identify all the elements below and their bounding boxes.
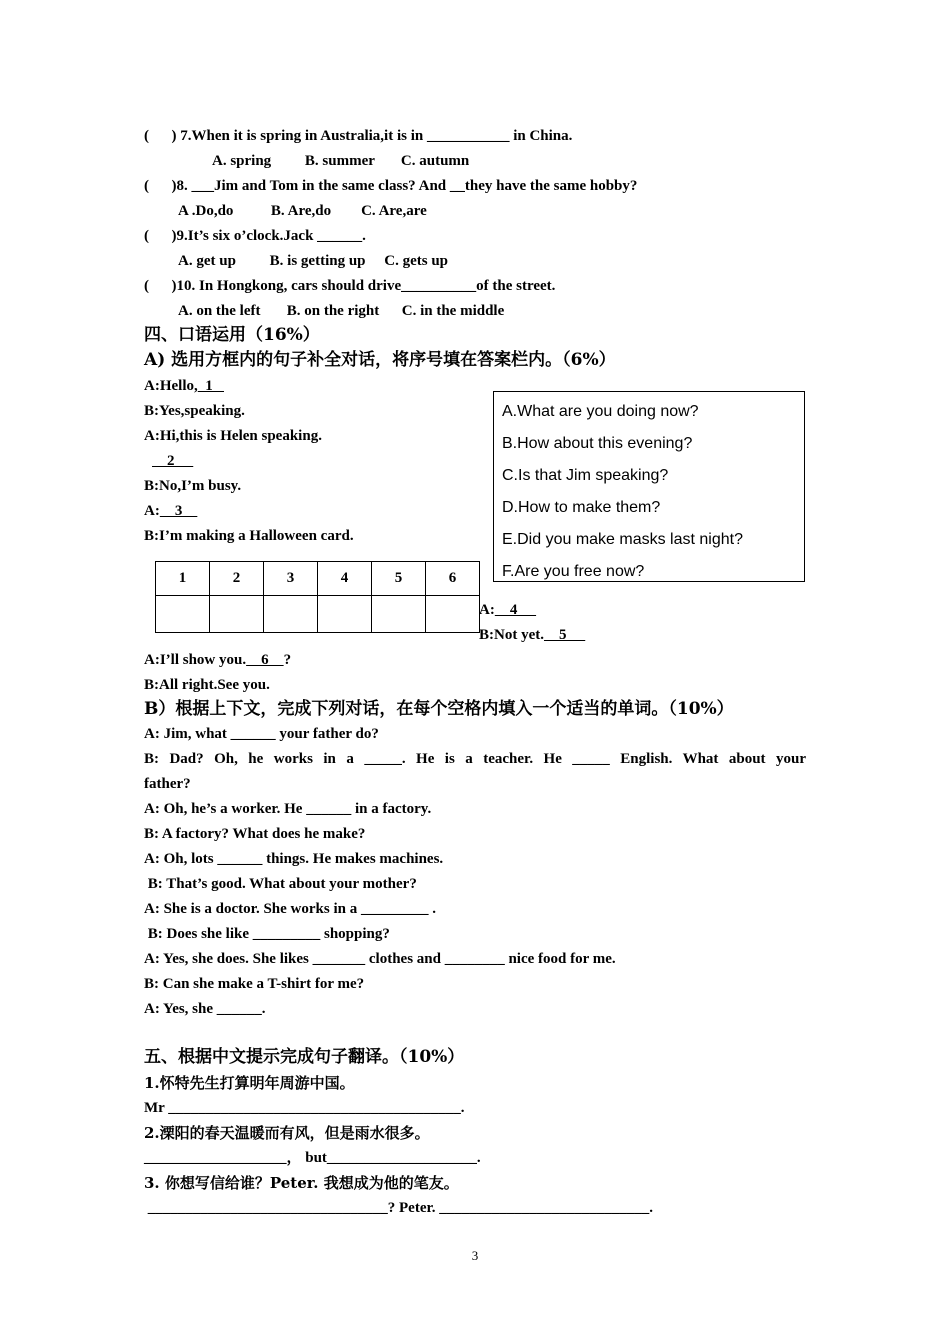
answer-header: 1 <box>156 562 210 596</box>
option-f: F.Are you free now? <box>502 563 645 580</box>
dialogue-text: A:I’ll show you. <box>144 652 247 668</box>
answer-cell[interactable] <box>318 596 372 633</box>
blank-1: 1 <box>197 378 224 394</box>
answer-cell[interactable] <box>426 596 480 633</box>
dialogue-text: A: <box>144 503 160 519</box>
section5-q1: 1.怀特先生打算明年周游中国。 <box>144 1074 355 1092</box>
partB-line-3: father? <box>144 776 191 792</box>
q10-stem: ( )10. In Hongkong, cars should drive__________of the street. <box>144 278 556 294</box>
dialogue-line-3: A:Hi,this is Helen speaking. <box>144 428 322 444</box>
option-d: D.How to make them? <box>502 499 661 516</box>
section5-q2-answer: ___________________， but____________________. <box>144 1150 481 1166</box>
dialogue-line-10 <box>144 650 291 670</box>
dialogue-line-11: B:All right.See you. <box>144 677 270 693</box>
blank-4: 4 <box>494 602 537 618</box>
q7-stem: ( ) 7.When it is spring in Australia,it is in ___________ in China. <box>144 128 573 144</box>
dialogue-line-1 <box>144 376 224 396</box>
dialogue-line-8 <box>479 600 536 620</box>
partB-line-4: A: Oh, he’s a worker. He ______ in a factory. <box>144 801 432 817</box>
blank-5: 5 <box>543 627 586 643</box>
section4-partB-title: B）根据上下文，完成下列对话，在每个空格内填入一个适当的单词。（10%） <box>144 699 734 719</box>
section5-q3: 3. 你想写信给谁？Peter. 我想成为他的笔友。 <box>144 1174 459 1192</box>
option-c: C.Is that Jim speaking? <box>502 467 669 484</box>
page-number: 3 <box>471 1248 479 1263</box>
q10-options: A. on the left B. on the right C. in the middle <box>178 303 505 319</box>
q8-options: A .Do,do B. Are,do C. Are,are <box>178 203 427 219</box>
blank-2: 2 <box>152 453 194 469</box>
answer-header: 6 <box>426 562 480 596</box>
answer-table <box>155 561 480 633</box>
option-box <box>493 391 805 582</box>
partB-line-10: A: Yes, she does. She likes _______ clothes and ________ nice food for me. <box>144 951 616 967</box>
answer-header: 2 <box>210 562 264 596</box>
section4-title: 四、口语运用（16%） <box>144 325 320 345</box>
q8-stem: ( )8. ___Jim and Tom in the same class? And __they have the same hobby? <box>144 178 638 194</box>
answer-header-row <box>156 562 480 596</box>
answer-header: 3 <box>264 562 318 596</box>
dialogue-line-6 <box>144 501 197 521</box>
dialogue-text: A:Hello, <box>144 378 198 394</box>
dialogue-line-4 <box>152 451 193 471</box>
dialogue-text: B:Not yet. <box>479 627 544 643</box>
blank-6: 6 <box>246 652 284 668</box>
section5-q2: 2.溧阳的春天温暖而有风，但是雨水很多。 <box>144 1124 430 1142</box>
partB-line-7: B: That’s good. What about your mother? <box>144 876 417 892</box>
partB-line-12: A: Yes, she ______. <box>144 1001 266 1017</box>
partB-line-8: A: She is a doctor. She works in a _________ . <box>144 901 436 917</box>
q7-options: A. spring B. summer C. autumn <box>212 153 470 169</box>
section5-title: 五、根据中文提示完成句子翻译。（10%） <box>144 1047 465 1067</box>
q9-stem: ( )9.It’s six o’clock.Jack ______. <box>144 228 366 244</box>
option-b: B.How about this evening? <box>502 435 693 452</box>
blank-3: 3 <box>159 503 198 519</box>
partB-line-5: B: A factory? What does he make? <box>144 826 366 842</box>
option-e: E.Did you make masks last night? <box>502 531 743 548</box>
option-a: A.What are you doing now? <box>502 403 699 420</box>
dialogue-line-5: B:No,I’m busy. <box>144 478 242 494</box>
dialogue-line-2: B:Yes,speaking. <box>144 403 245 419</box>
section5-q1-answer: Mr _______________________________________. <box>144 1100 465 1116</box>
answer-cell[interactable] <box>210 596 264 633</box>
partB-line-2: B: Dad? Oh, he works in a _____. He is a teacher. He _____ English. What about your <box>144 751 806 767</box>
partB-line-1: A: Jim, what ______ your father do? <box>144 726 379 742</box>
section4-partA-title: A) 选用方框内的句子补全对话，将序号填在答案栏内。（6%） <box>144 350 616 370</box>
answer-header: 4 <box>318 562 372 596</box>
answer-header: 5 <box>372 562 426 596</box>
answer-blank-row <box>156 596 480 633</box>
partB-line-11: B: Can she make a T-shirt for me? <box>144 976 365 992</box>
answer-cell[interactable] <box>264 596 318 633</box>
partB-line-6: A: Oh, lots ______ things. He makes machines. <box>144 851 444 867</box>
partB-line-9: B: Does she like _________ shopping? <box>144 926 390 942</box>
answer-cell[interactable] <box>372 596 426 633</box>
dialogue-text: ? <box>283 652 292 668</box>
dialogue-line-9 <box>479 625 585 645</box>
answer-cell[interactable] <box>156 596 210 633</box>
dialogue-text: A: <box>479 602 495 618</box>
dialogue-line-7: B:I’m making a Halloween card. <box>144 528 354 544</box>
q9-options: A. get up B. is getting up C. gets up <box>178 253 449 269</box>
section5-q3-answer: ________________________________? Peter. ____________________________. <box>144 1200 654 1216</box>
